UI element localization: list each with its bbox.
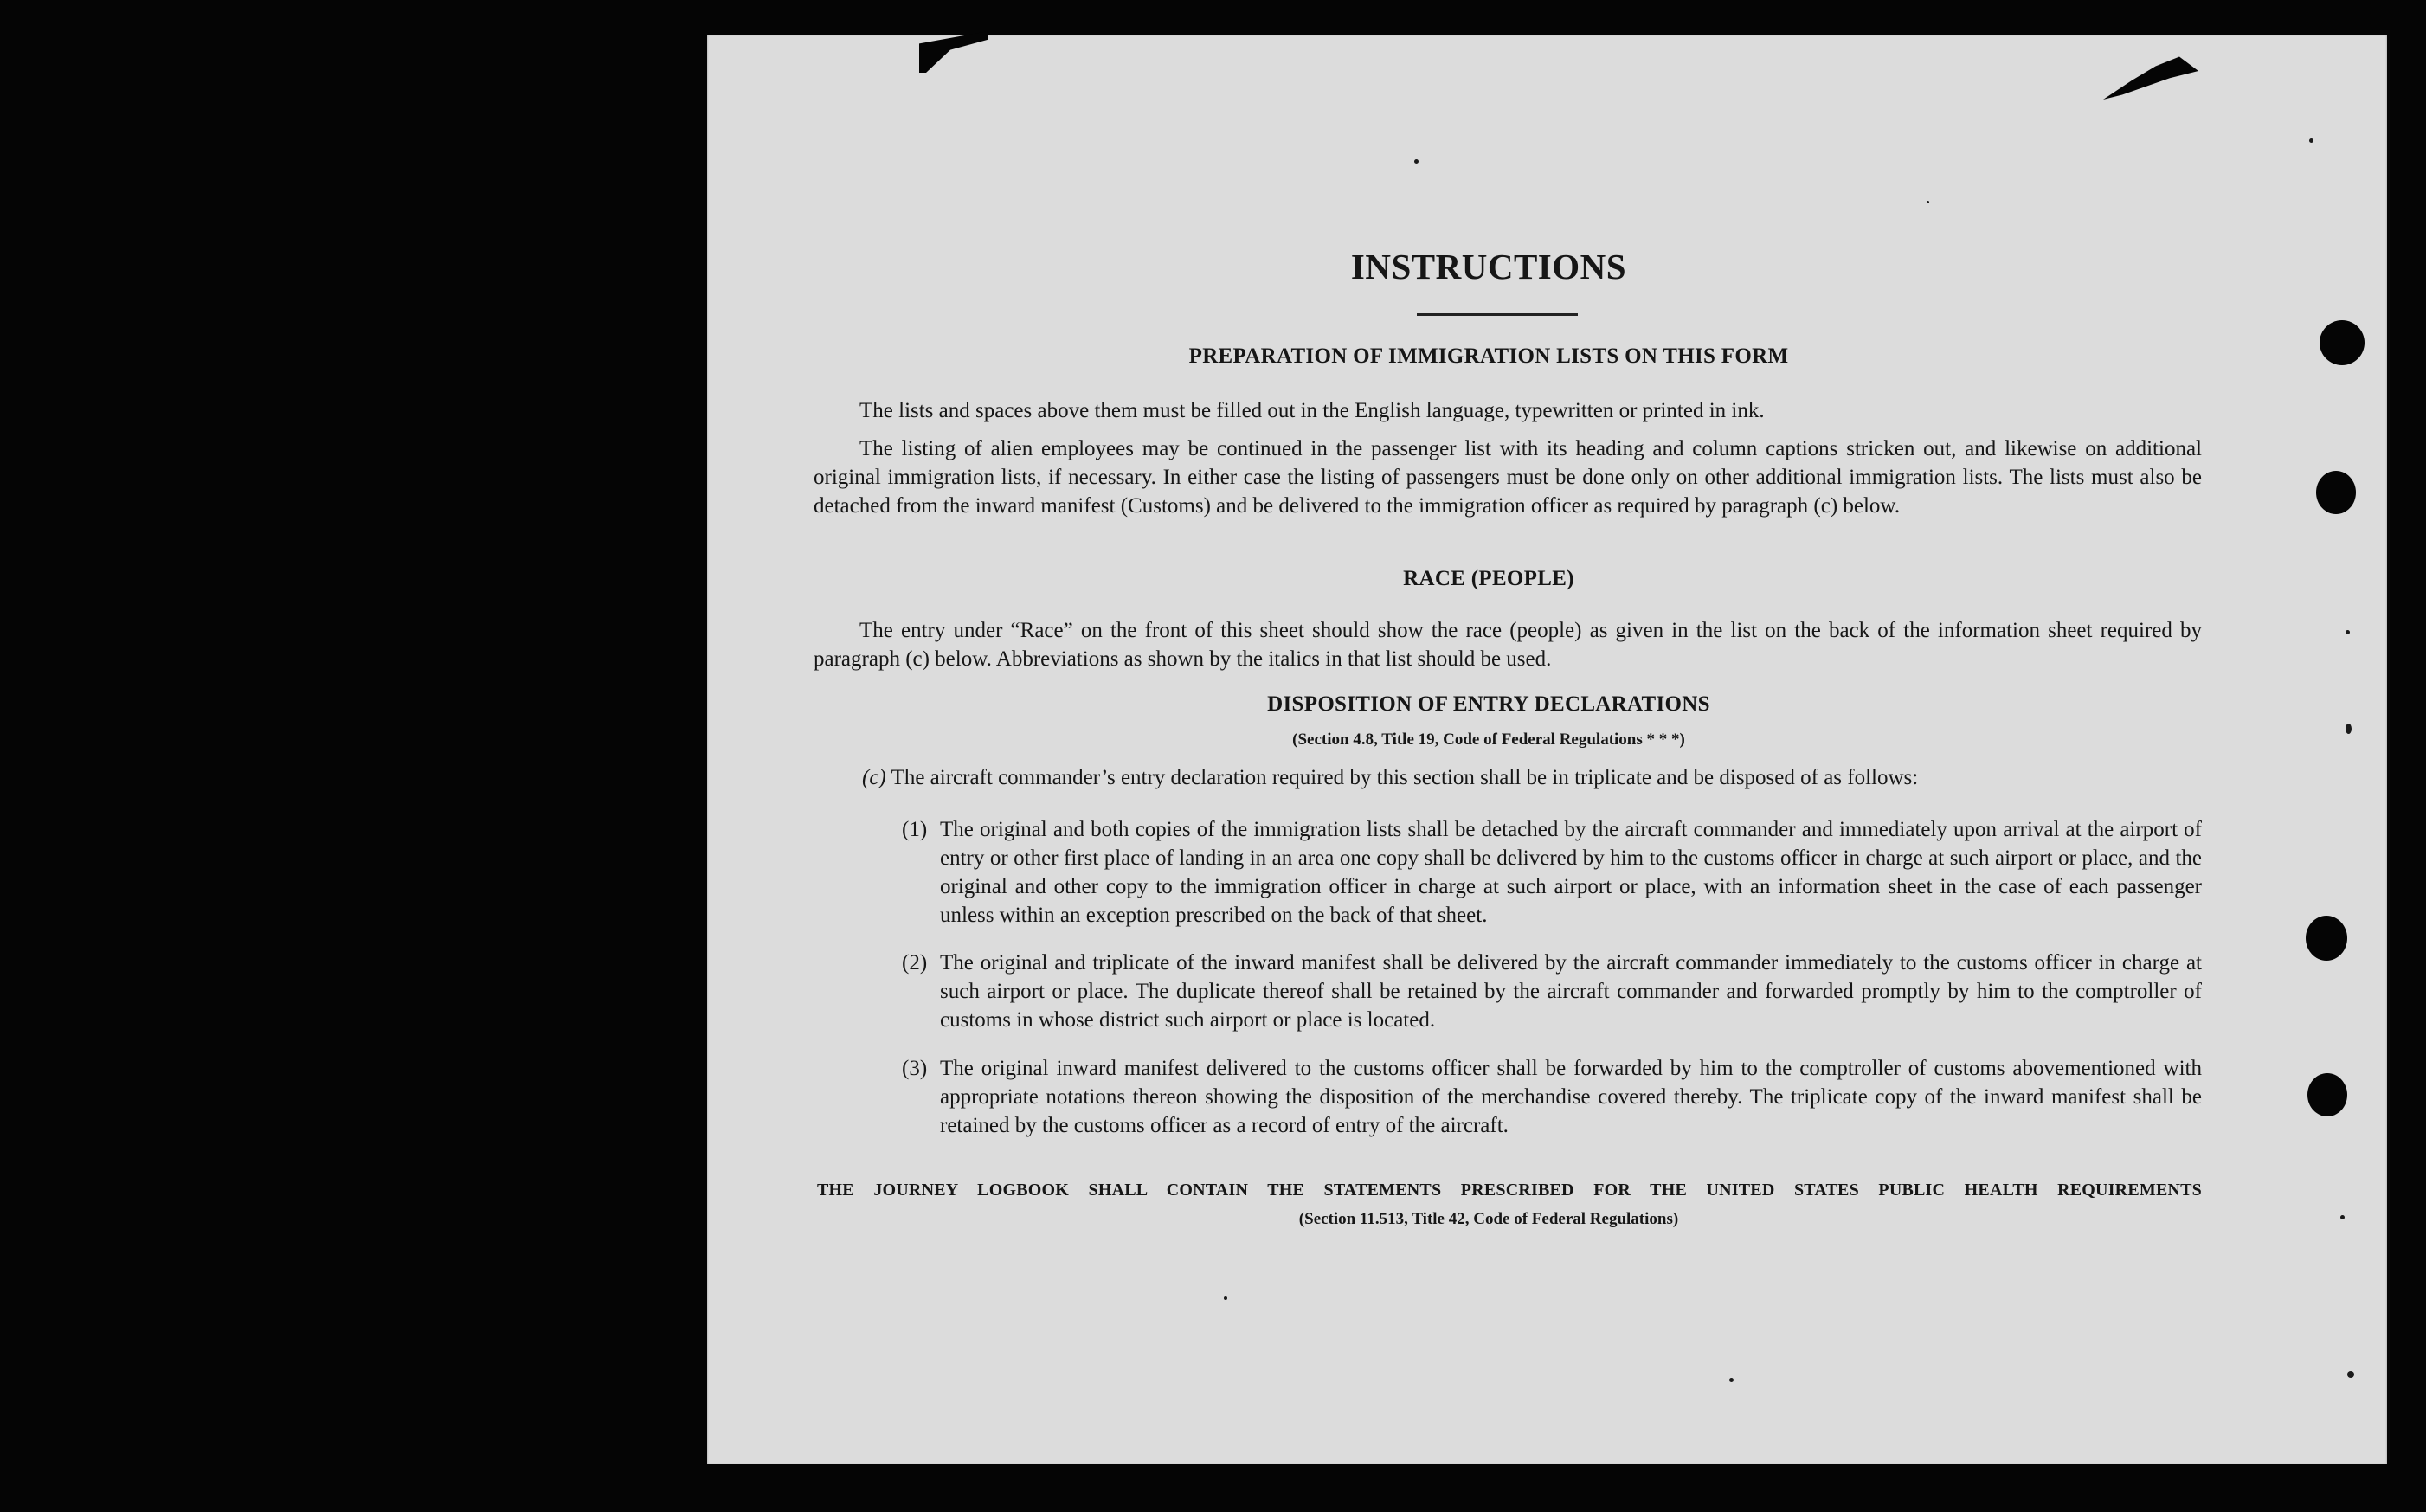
list-item-number: (2) bbox=[902, 951, 928, 975]
intro-label: (c) bbox=[862, 766, 886, 789]
intro-text: The aircraft commander’s entry declaration required by this section shall be in triplicate and be disposed of as follows: bbox=[891, 766, 1919, 789]
list-item-text: The original and both copies of the immigration lists shall be detached by the aircraft commander and immediately upon arrival at the airport of entry or other first place of landing in an area one copy shall be delivered by him to the customs officer in charge at such airport or place, and the original and other copy to the immigration officer in charge at such airport or place, with an information sheet in the case of each passenger unless within an exception prescribed on the back of that sheet. bbox=[940, 818, 2202, 927]
paragraph-preparation-2: The listing of alien employees may be continued in the passenger list with its heading and column captions stricken out, and likewise on additional original immigration lists, if necessary. In either case the listing of passengers must be done only on other additional immigration lists. The lists must also be detached from the inward manifest (Customs) and be delivered to the immigration officer as required by paragraph (c) below. bbox=[814, 437, 2202, 518]
list-item bbox=[902, 1054, 2202, 1140]
closing-reference: (Section 11.513, Title 42, Code of Federal Regulations) bbox=[1298, 1210, 1679, 1228]
list-item-text: The original and triplicate of the inward manifest shall be delivered by the aircraft commander immediately to the customs officer in charge at such airport or place. The duplicate thereof shall be retained by the aircraft commander and forwarded promptly by him to the comptroller of customs in whose district such airport or place is located. bbox=[940, 951, 2202, 1032]
closing-statement: THE JOURNEY LOGBOOK SHALL CONTAIN THE STATEMENTS PRESCRIBED FOR THE UNITED STATES PUBLIC HEALTH REQUIREMENTS bbox=[817, 1181, 2202, 1200]
list-item-number: (1) bbox=[902, 818, 928, 841]
list-item bbox=[902, 949, 2202, 1034]
section-heading-preparation: PREPARATION OF IMMIGRATION LISTS ON THIS FORM bbox=[1188, 344, 1789, 368]
list-item-text: The original inward manifest delivered to the customs officer shall be forwarded by him to the comptroller of customs abovementioned with appropriate notations thereon showing the disposition of the merchandise covered thereby. The triplicate copy of the inward manifest shall be retained by the customs officer as a record of entry of the aircraft. bbox=[940, 1057, 2202, 1137]
title-underline bbox=[1417, 313, 1578, 316]
section-heading-disposition: DISPOSITION OF ENTRY DECLARATIONS bbox=[1267, 692, 1710, 716]
page-title: INSTRUCTIONS bbox=[1350, 247, 1627, 286]
list-item-number: (3) bbox=[902, 1057, 928, 1080]
section-heading-race: RACE (PEOPLE) bbox=[1403, 567, 1574, 590]
list-item bbox=[902, 815, 2202, 930]
paragraph-preparation-1: The lists and spaces above them must be filled out in the English language, typewritten or printed in ink. bbox=[859, 399, 1765, 422]
paragraph-disposition-intro bbox=[862, 763, 2202, 792]
paragraph-race: The entry under “Race” on the front of this sheet should show the race (people) as given in the list on the back of the information sheet required by paragraph (c) below. Abbreviations as shown by the italics in that list should be used. bbox=[814, 619, 2202, 671]
disposition-reference: (Section 4.8, Title 19, Code of Federal Regulations * * *) bbox=[1292, 730, 1685, 749]
